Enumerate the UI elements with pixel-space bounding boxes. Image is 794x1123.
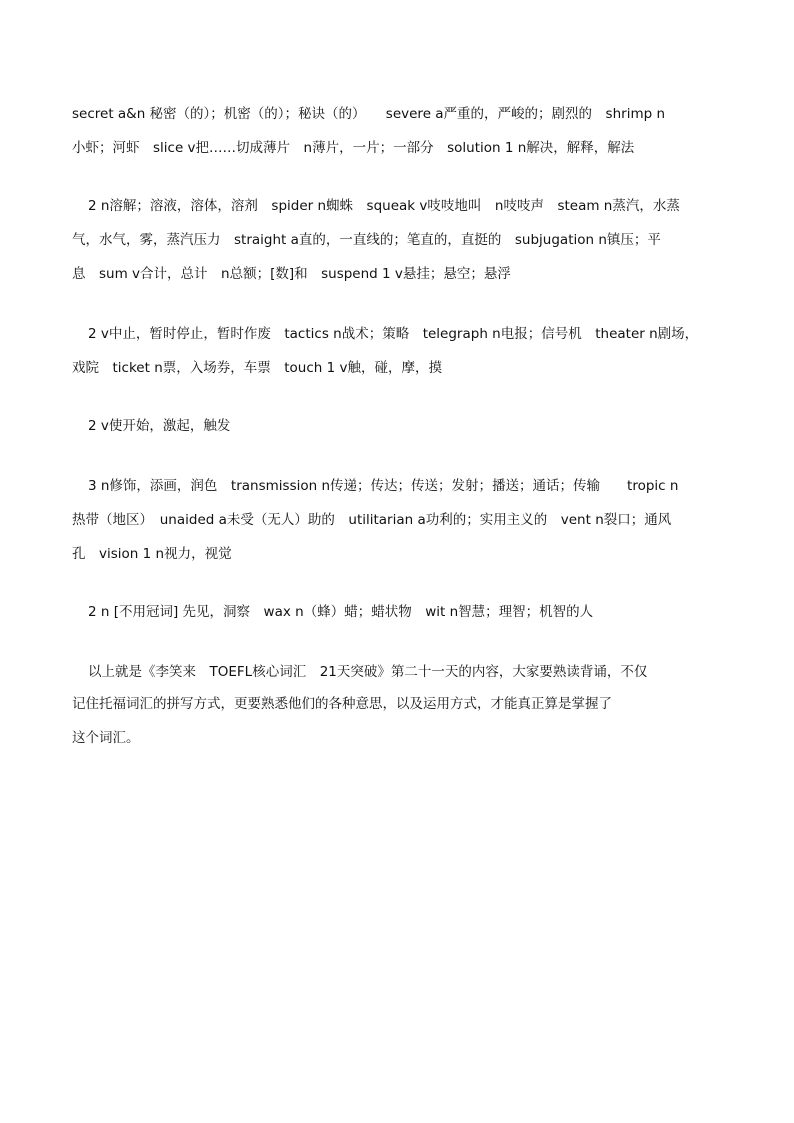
text-line-5: 息 sum v合计，总计 n总额；[数]和 suspend 1 v悬挂；悬空；悬浮 [72,266,511,282]
text-line-10: 热带（地区） unaided a未受（无人）助的 utilitarian a功利的；实用主义的 vent n裂口；通风 [72,512,672,528]
text-line-11: 孔 vision 1 n视力，视觉 [72,546,232,562]
text-line-15: 这个词汇。 [72,730,140,746]
text-line-6: 2 v中止，暂时停止，暂时作废 tactics n战术；策略 telegraph n电报；信号机 theater n剧场， [88,326,699,342]
text-line-7: 戏院 ticket n票，入场券，车票 touch 1 v触，碰，摩，摸 [72,360,442,376]
text-line-3: 2 n溶解；溶液，溶体，溶剂 spider n蜘蛛 squeak v吱吱地叫 n吱吱声 steam n蒸汽，水蒸 [88,198,680,214]
text-line-8: 2 v使开始，激起，触发 [88,418,231,434]
text-line-2: 小虾；河虾 slice v把……切成薄片 n薄片，一片；一部分 solution 1 n解决，解释，解法 [72,140,635,156]
text-line-1: secret a&n 秘密（的）；机密（的）；秘诀（的） severe a严重的，严峻的；剧烈的 shrimp n [72,106,666,122]
text-line-14: 记住托福词汇的拼写方式，更要熟悉他们的各种意思，以及运用方式，才能真正算是掌握了 [72,696,612,712]
text-line-4: 气，水气，雾，蒸汽压力 straight a直的，一直线的；笔直的，直挺的 subjugation n镇压；平 [72,232,661,248]
text-line-13: 以上就是《李笑来 TOEFL核心词汇 21天突破》第二十一天的内容，大家要熟读背诵，不仅 [88,664,648,680]
text-line-12: 2 n [不用冠词] 先见，洞察 wax n（蜂）蜡；蜡状物 wit n智慧；理智；机智的人 [88,604,594,620]
text-line-9: 3 n修饰，添画，润色 transmission n传递；传达；传送；发射；播送；通话；传输 tropic n [88,478,679,494]
